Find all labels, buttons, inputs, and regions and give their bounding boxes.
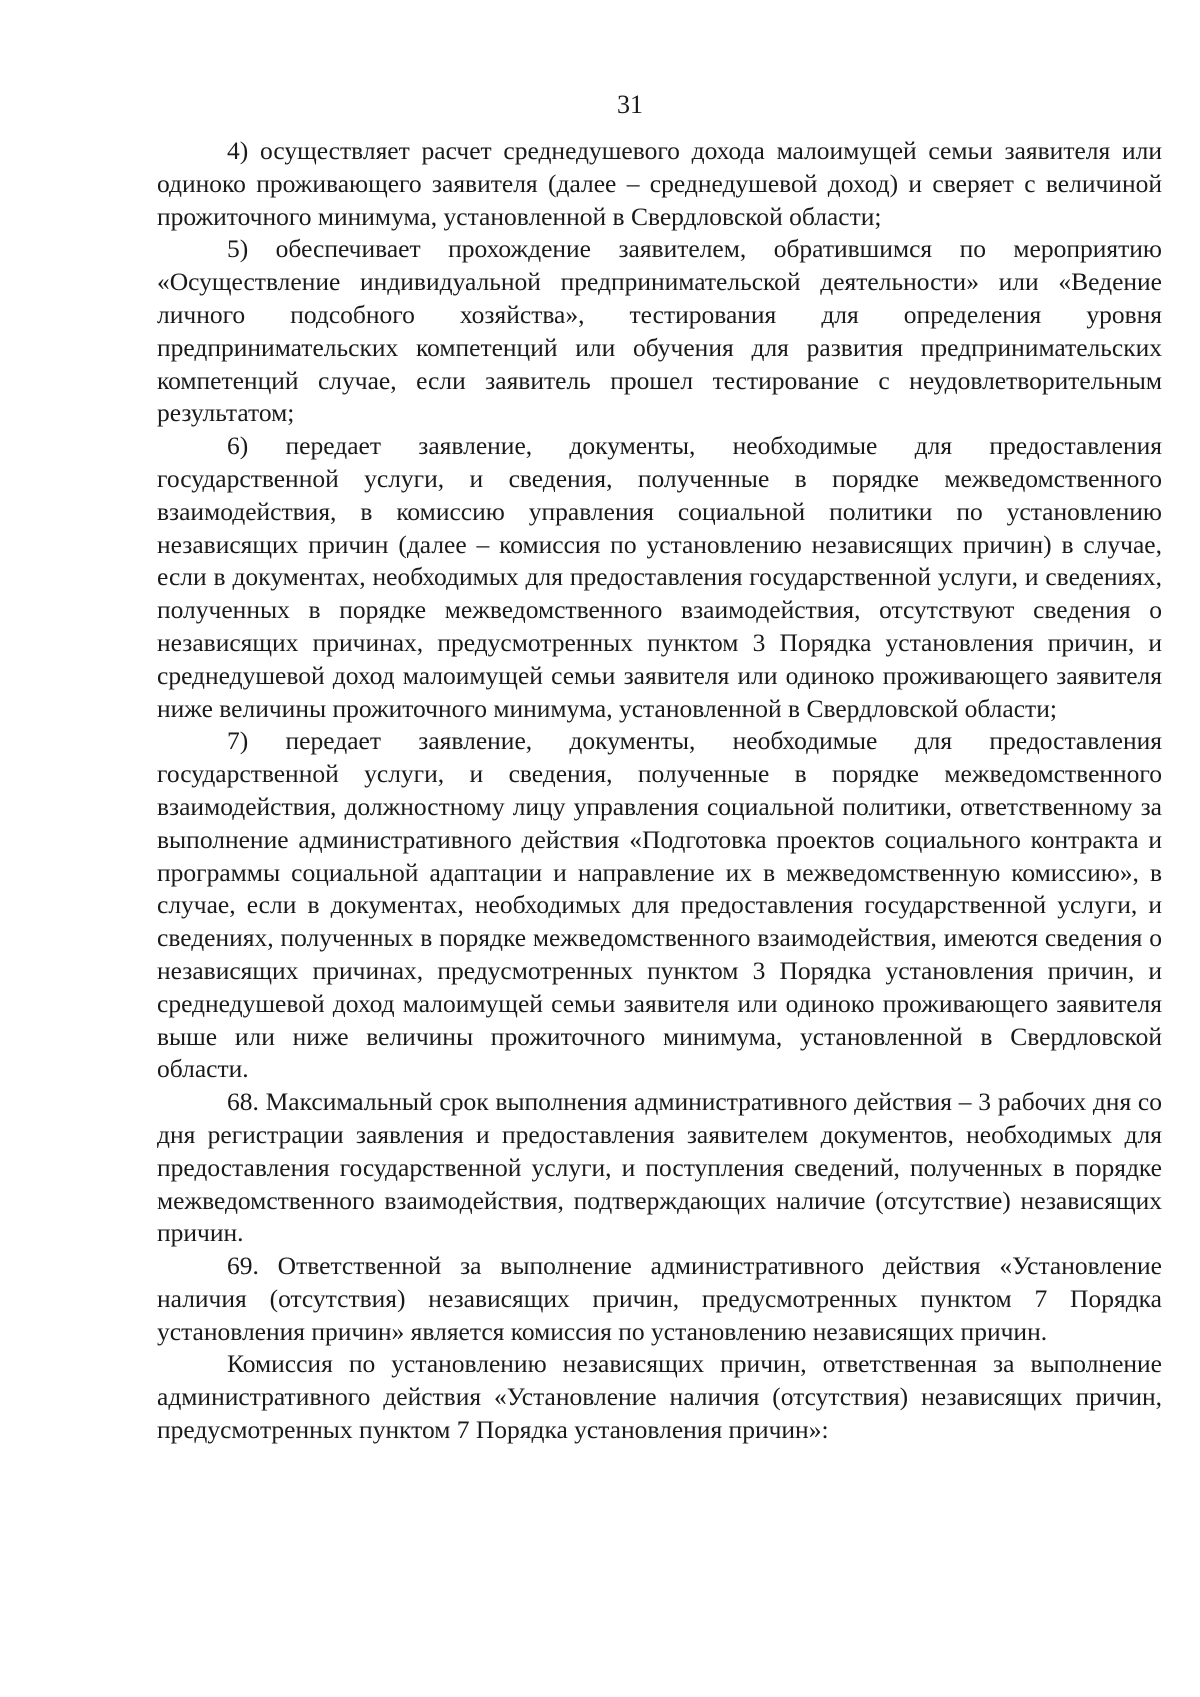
document-body [157, 135, 1162, 1447]
paragraph-point-68: 68. Максимальный срок выполнения административного действия – 3 рабочих дня со дня регистрации заявления и предоставления заявителем документов, необходимых для предоставления государственной услуги, и поступления сведений, полученных в порядке межведомственного взаимодействия, подтверждающих наличие (отсутствие) независящих причин. [157, 1087, 1162, 1248]
page-number: 31 [617, 90, 643, 119]
paragraph-commission: Комиссия по установлению независящих причин, ответственная за выполнение административного действия «Установление наличия (отсутствия) независящих причин, предусмотренных пунктом 7 Порядка установления причин»: [157, 1349, 1162, 1445]
paragraph-item-6: 6) передает заявление, документы, необходимые для предоставления государственной услуги, и сведения, полученные в порядке межведомственного взаимодействия, в комиссию управления социальной политики по установлению независящих причин (далее – комиссия по установлению независящих причин) в случае, если в документах, необходимых для предоставления государственной услуги, и сведениях, полученных в порядке межведомственного взаимодействия, отсутствуют сведения о независящих причинах, предусмотренных пунктом 3 Порядка установления причин, и среднедушевой доход малоимущей семьи заявителя или одиноко проживающего заявителя ниже величины прожиточного минимума, установленной в Свердловской области; [157, 431, 1162, 723]
paragraph-item-4: 4) осуществляет расчет среднедушевого дохода малоимущей семьи заявителя или одиноко проживающего заявителя (далее – среднедушевой доход) и сверяет с величиной прожиточного минимума, установленной в Свердловской области; [157, 136, 1162, 231]
paragraph-point-69: 69. Ответственной за выполнение административного действия «Установление наличия (отсутствия) независящих причин, предусмотренных пунктом 7 Порядка установления причин» является комиссия по установлению независящих причин. [157, 1251, 1162, 1346]
paragraph-item-5: 5) обеспечивает прохождение заявителем, обратившимся по мероприятию «Осуществление индивидуальной предпринимательской деятельности» или «Ведение личного подсобного хозяйства», тестирования для определения уровня предпринимательских компетенций или обучения для развития предпринимательских компетенций случае, если заявитель прошел тестирование с неудовлетворительным результатом; [157, 234, 1162, 428]
paragraph-item-7: 7) передает заявление, документы, необходимые для предоставления государственной услуги, и сведения, полученные в порядке межведомственного взаимодействия, должностному лицу управления социальной политики, ответственному за выполнение административного действия «Подготовка проектов социального контракта и программы социальной адаптации и направление их в межведомственную комиссию», в случае, если в документах, необходимых для предоставления государственной услуги, и сведениях, полученных в порядке межведомственного взаимодействия, имеются сведения о независящих причинах, предусмотренных пунктом 3 Порядка установления причин, и среднедушевой доход малоимущей семьи заявителя или одиноко проживающего заявителя выше или ниже величины прожиточного минимума, установленной в Свердловской области. [157, 726, 1162, 1084]
